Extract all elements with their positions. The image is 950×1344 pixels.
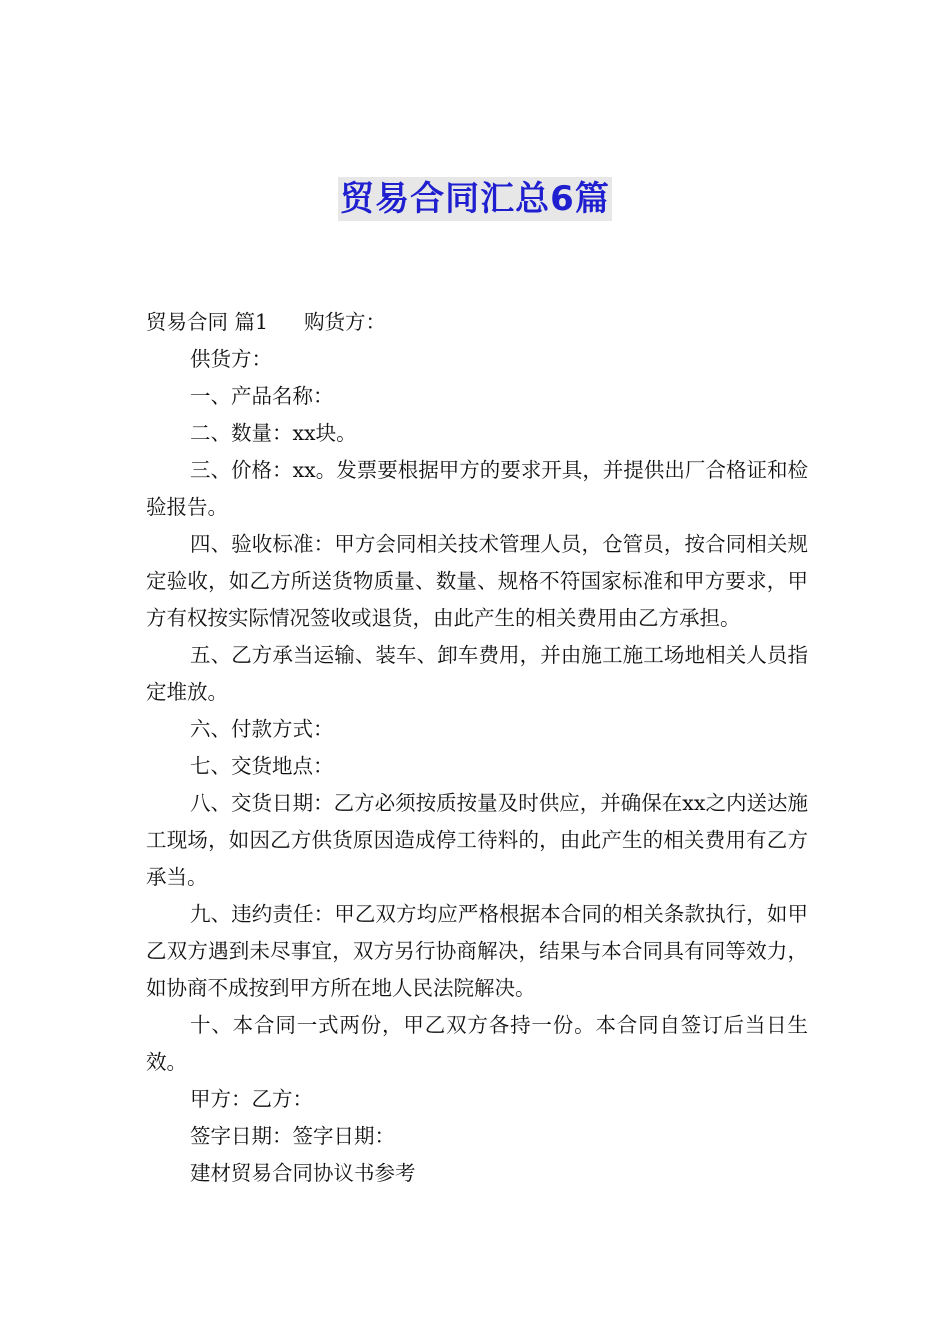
paragraph-product-name: 一、产品名称： [190,384,334,408]
paragraph-price: 三、价格：xx。发票要根据甲方的要求开具，并提供出厂合格证和检验报告。 [146,458,808,519]
paragraph-delivery-date: 八、交货日期：乙方必须按质按量及时供应，并确保在xx之内送达施工现场，如因乙方供货原因造成停工待料的，由此产生的相关费用有乙方承当。 [146,791,808,889]
document-body [146,304,808,1192]
paragraph-quantity: 二、数量：xx块。 [190,421,357,445]
paragraph-next-heading: 建材贸易合同协议书参考 [190,1161,416,1185]
paragraph-acceptance: 四、验收标准：甲方会同相关技术管理人员，仓管员，按合同相关规定验收，如乙方所送货物质量、数量、规格不符国家标准和甲方要求，甲方有权按实际情况签收或退货，由此产生的相关费用由乙方承担。 [146,532,808,630]
paragraph-copies: 十、本合同一式两份，甲乙双方各持一份。本合同自签订后当日生效。 [146,1013,808,1074]
paragraph-delivery-place: 七、交货地点： [190,754,334,778]
paragraph-payment: 六、付款方式： [190,717,334,741]
paragraph-supplier: 供货方： [190,347,272,371]
first-line [146,304,808,341]
title-container [0,177,950,221]
document-title: 贸易合同汇总6篇 [340,179,610,219]
contract-section-label: 贸易合同 篇1 [146,310,269,334]
paragraph-sign-dates: 签字日期：签字日期： [190,1124,395,1148]
paragraph-liability: 九、违约责任：甲乙双方均应严格根据本合同的相关条款执行，如甲乙双方遇到未尽事宜，双方另行协商解决，结果与本合同具有同等效力，如协商不成按到甲方所在地人民法院解决。 [146,902,808,1000]
paragraph-transport: 五、乙方承当运输、装车、卸车费用，并由施工施工场地相关人员指定堆放。 [146,643,808,704]
buyer-label: 购货方： [304,310,387,334]
paragraph-parties: 甲方：乙方： [190,1087,313,1111]
